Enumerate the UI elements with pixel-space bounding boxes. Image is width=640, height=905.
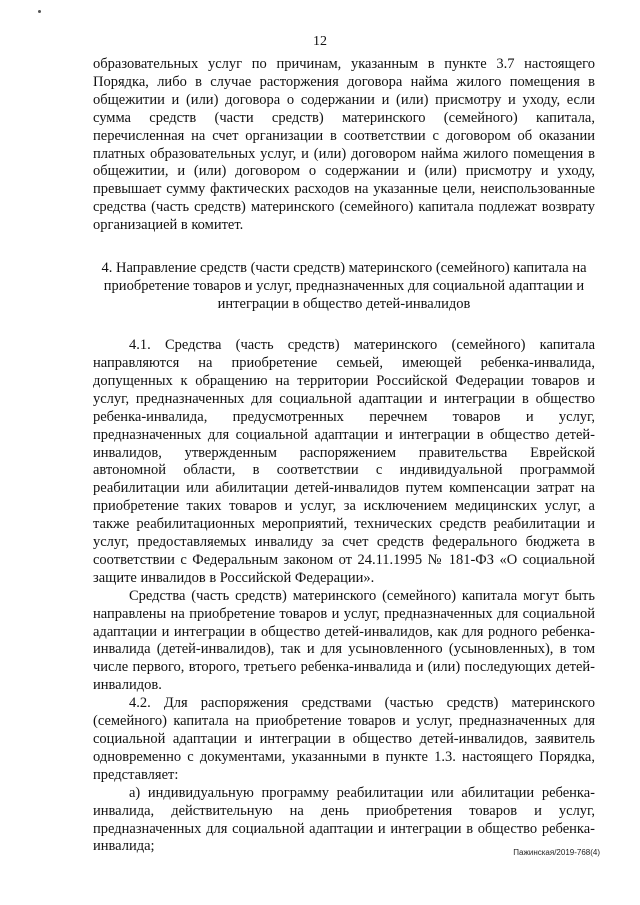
paragraph-4-2: 4.2. Для распоряжения средствами (частью средств) материнского (семейного) капитала на приобретение товаров и услуг, предназначенных для социальной адаптации и интеграции в общество детей-инвалидов, заявитель одновременно с документами, указанными в пункте 1.3. настоящего Порядка, представляет: — [93, 695, 595, 783]
footer-document-code: Пажинская/2019-768(4) — [513, 848, 600, 857]
scan-speck — [38, 10, 41, 13]
document-body — [93, 56, 595, 856]
paragraph-4-1: 4.1. Средства (часть средств) материнского (семейного) капитала направляются на приобретение семьей, имеющей ребенка-инвалида, допущенных к обращению на территории Российской Федерации товаров и услуг, предназначенных для социальной адаптации и интеграции в общество ребенка-инвалида, предусмотренных перечнем товаров и услуг, предназначенных для социальной адаптации и интеграции в общество детей-инвалидов, утвержденным распоряжением правительства Еврейской автономной области, в соответствии с индивидуальной программой реабилитации или абилитации детей-инвалидов путем компенсации затрат на приобретение таких товаров и услуг, за исключением медицинских услуг, а также реабилитационных мероприятий, технических средств реабилитации и услуг, предоставляемых инвалиду за счет средств федерального бюджета в соответствии с Федеральным законом от 24.11.1995 № 181-ФЗ «О социальной защите инвалидов в Российской Федерации». — [93, 337, 595, 586]
page-number: 12 — [313, 34, 327, 49]
paragraph-continuation: образовательных услуг по причинам, указанным в пункте 3.7 настоящего Порядка, либо в случае расторжения договора найма жилого помещения в общежитии и (или) договора о содержании и (или) присмотру и уходу, если сумма средств (части средств) материнского (семейного) капитала, перечисленная на счет организации в соответствии с договором об оказании платных образовательных услуг, и (или) договором найма жилого помещения в общежитии, и (или) договором о содержании и (или) присмотру и уходу, превышает сумму фактических расходов на указанные цели, неиспользованные средства (часть средств) материнского (семейного) капитала подлежат возврату организацией в комитет. — [93, 56, 595, 234]
section-heading-4: 4. Направление средств (части средств) материнского (семейного) капитала на приобретение товаров и услуг, предназначенных для социальной адаптации и интеграции в общество детей-инвалидов — [101, 260, 587, 313]
paragraph-4-2-a: а) индивидуальную программу реабилитации или абилитации ребенка-инвалида, действительную на день приобретения товаров и услуг, предназначенных для социальной адаптации и интеграции в общество ребенка-инвалида; — [93, 784, 595, 855]
paragraph-4-1-second: Средства (часть средств) материнского (семейного) капитала могут быть направлены на приобретение товаров и услуг, предназначенных для социальной адаптации и интеграции в общество детей-инвалидов, как для родного ребенка-инвалида (детей-инвалидов), так и для усыновленного (усыновленных), в том числе первого, второго, третьего ребенка-инвалида и (или) последующих детей-инвалидов. — [93, 587, 595, 694]
